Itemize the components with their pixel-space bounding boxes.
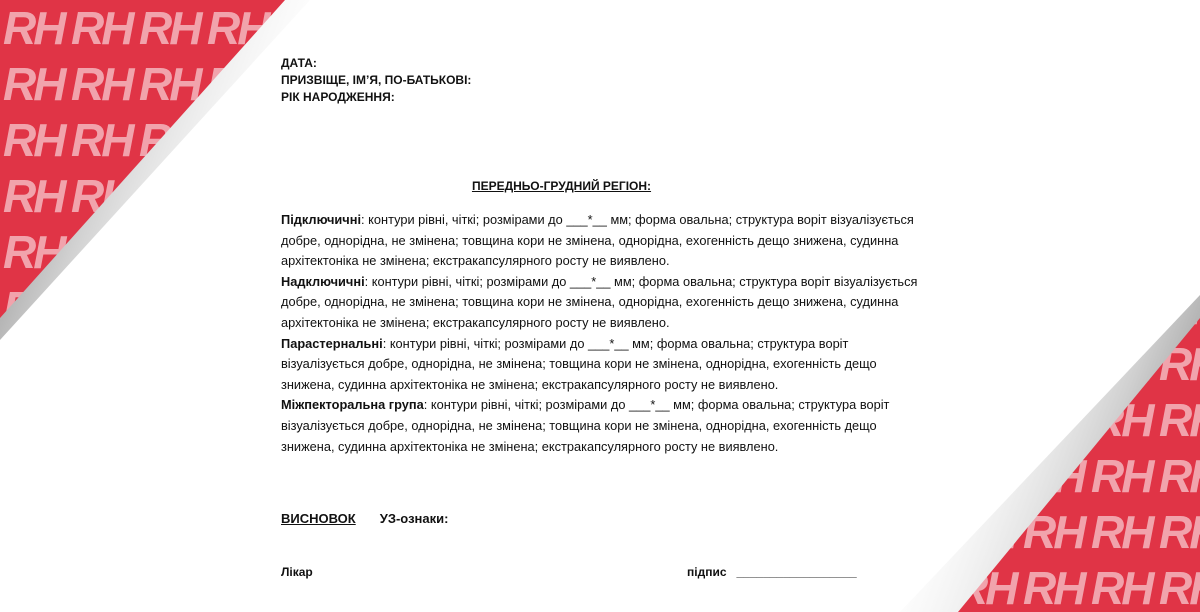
group-description: : контури рівні, чіткі; розмірами до ___*__ мм; форма овальна; структура воріт візуалізується добре, однорідна, не змінена; товщина кори не змінена, однорідна, exогенність дещо знижена, судинна архітектоніка не змінена; екстракапсулярного росту не виявлено. — [281, 273, 918, 330]
birth-year-label: РІК НАРОДЖЕННЯ: — [281, 90, 395, 104]
group-name: Підключичні — [281, 212, 362, 227]
findings-text — [281, 210, 921, 457]
section-title: ПЕРЕДНЬО-ГРУДНИЙ РЕГІОН: — [471, 179, 652, 193]
group-name: Міжпекторальна група — [281, 397, 424, 413]
conclusion — [281, 511, 448, 526]
logo-pattern-top-left — [0, 0, 285, 318]
group-name: Надключичні — [281, 273, 365, 289]
finding-paragraph — [281, 272, 921, 334]
signature-line: підпис __________________ — [687, 565, 857, 579]
finding-paragraph — [281, 334, 921, 396]
group-name: Парастернальні — [281, 335, 383, 351]
patient-info — [281, 55, 471, 106]
group-description: : контури рівні, чіткі; розмірами до ___*__ мм; форма овальна; структура воріт візуалізується добре, однорідна, не змінена; товщина кори не змінена, однорідна, exогенність дещо знижена, судинна архітектоніка не змінена; екстракапсулярного росту не виявлено. — [281, 212, 914, 269]
group-description: : контури рівні, чіткі; розмірами до ___*__ мм; форма овальна; структура воріт візуалізується добре, однорідна, не змінена; товщина кори не змінена, однорідна, exогенність дещо знижена, судинна архітектоніка не змінена; екстракапсулярного росту не виявлено. — [281, 397, 890, 454]
finding-paragraph — [281, 395, 921, 457]
date-label: ДАТА: — [281, 56, 317, 70]
group-description: : контури рівні, чіткі; розмірами до ___*__ мм; форма овальна; структура воріт візуалізується добре, однорідна, не змінена; товщина кори не змінена, однорідна, exогенність дещо знижена, судинна архітектоніка не змінена; екстракапсулярного росту не виявлено. — [281, 335, 877, 392]
patient-name-label: ПРИЗВІЩЕ, ІМ’Я, ПО-БАТЬКОВІ: — [281, 73, 472, 87]
finding-paragraph — [281, 210, 921, 272]
us-signs-label: УЗ-ознаки: — [379, 511, 449, 526]
doctor-label: Лікар — [281, 565, 313, 579]
conclusion-label: ВИСНОВОК — [281, 511, 356, 526]
